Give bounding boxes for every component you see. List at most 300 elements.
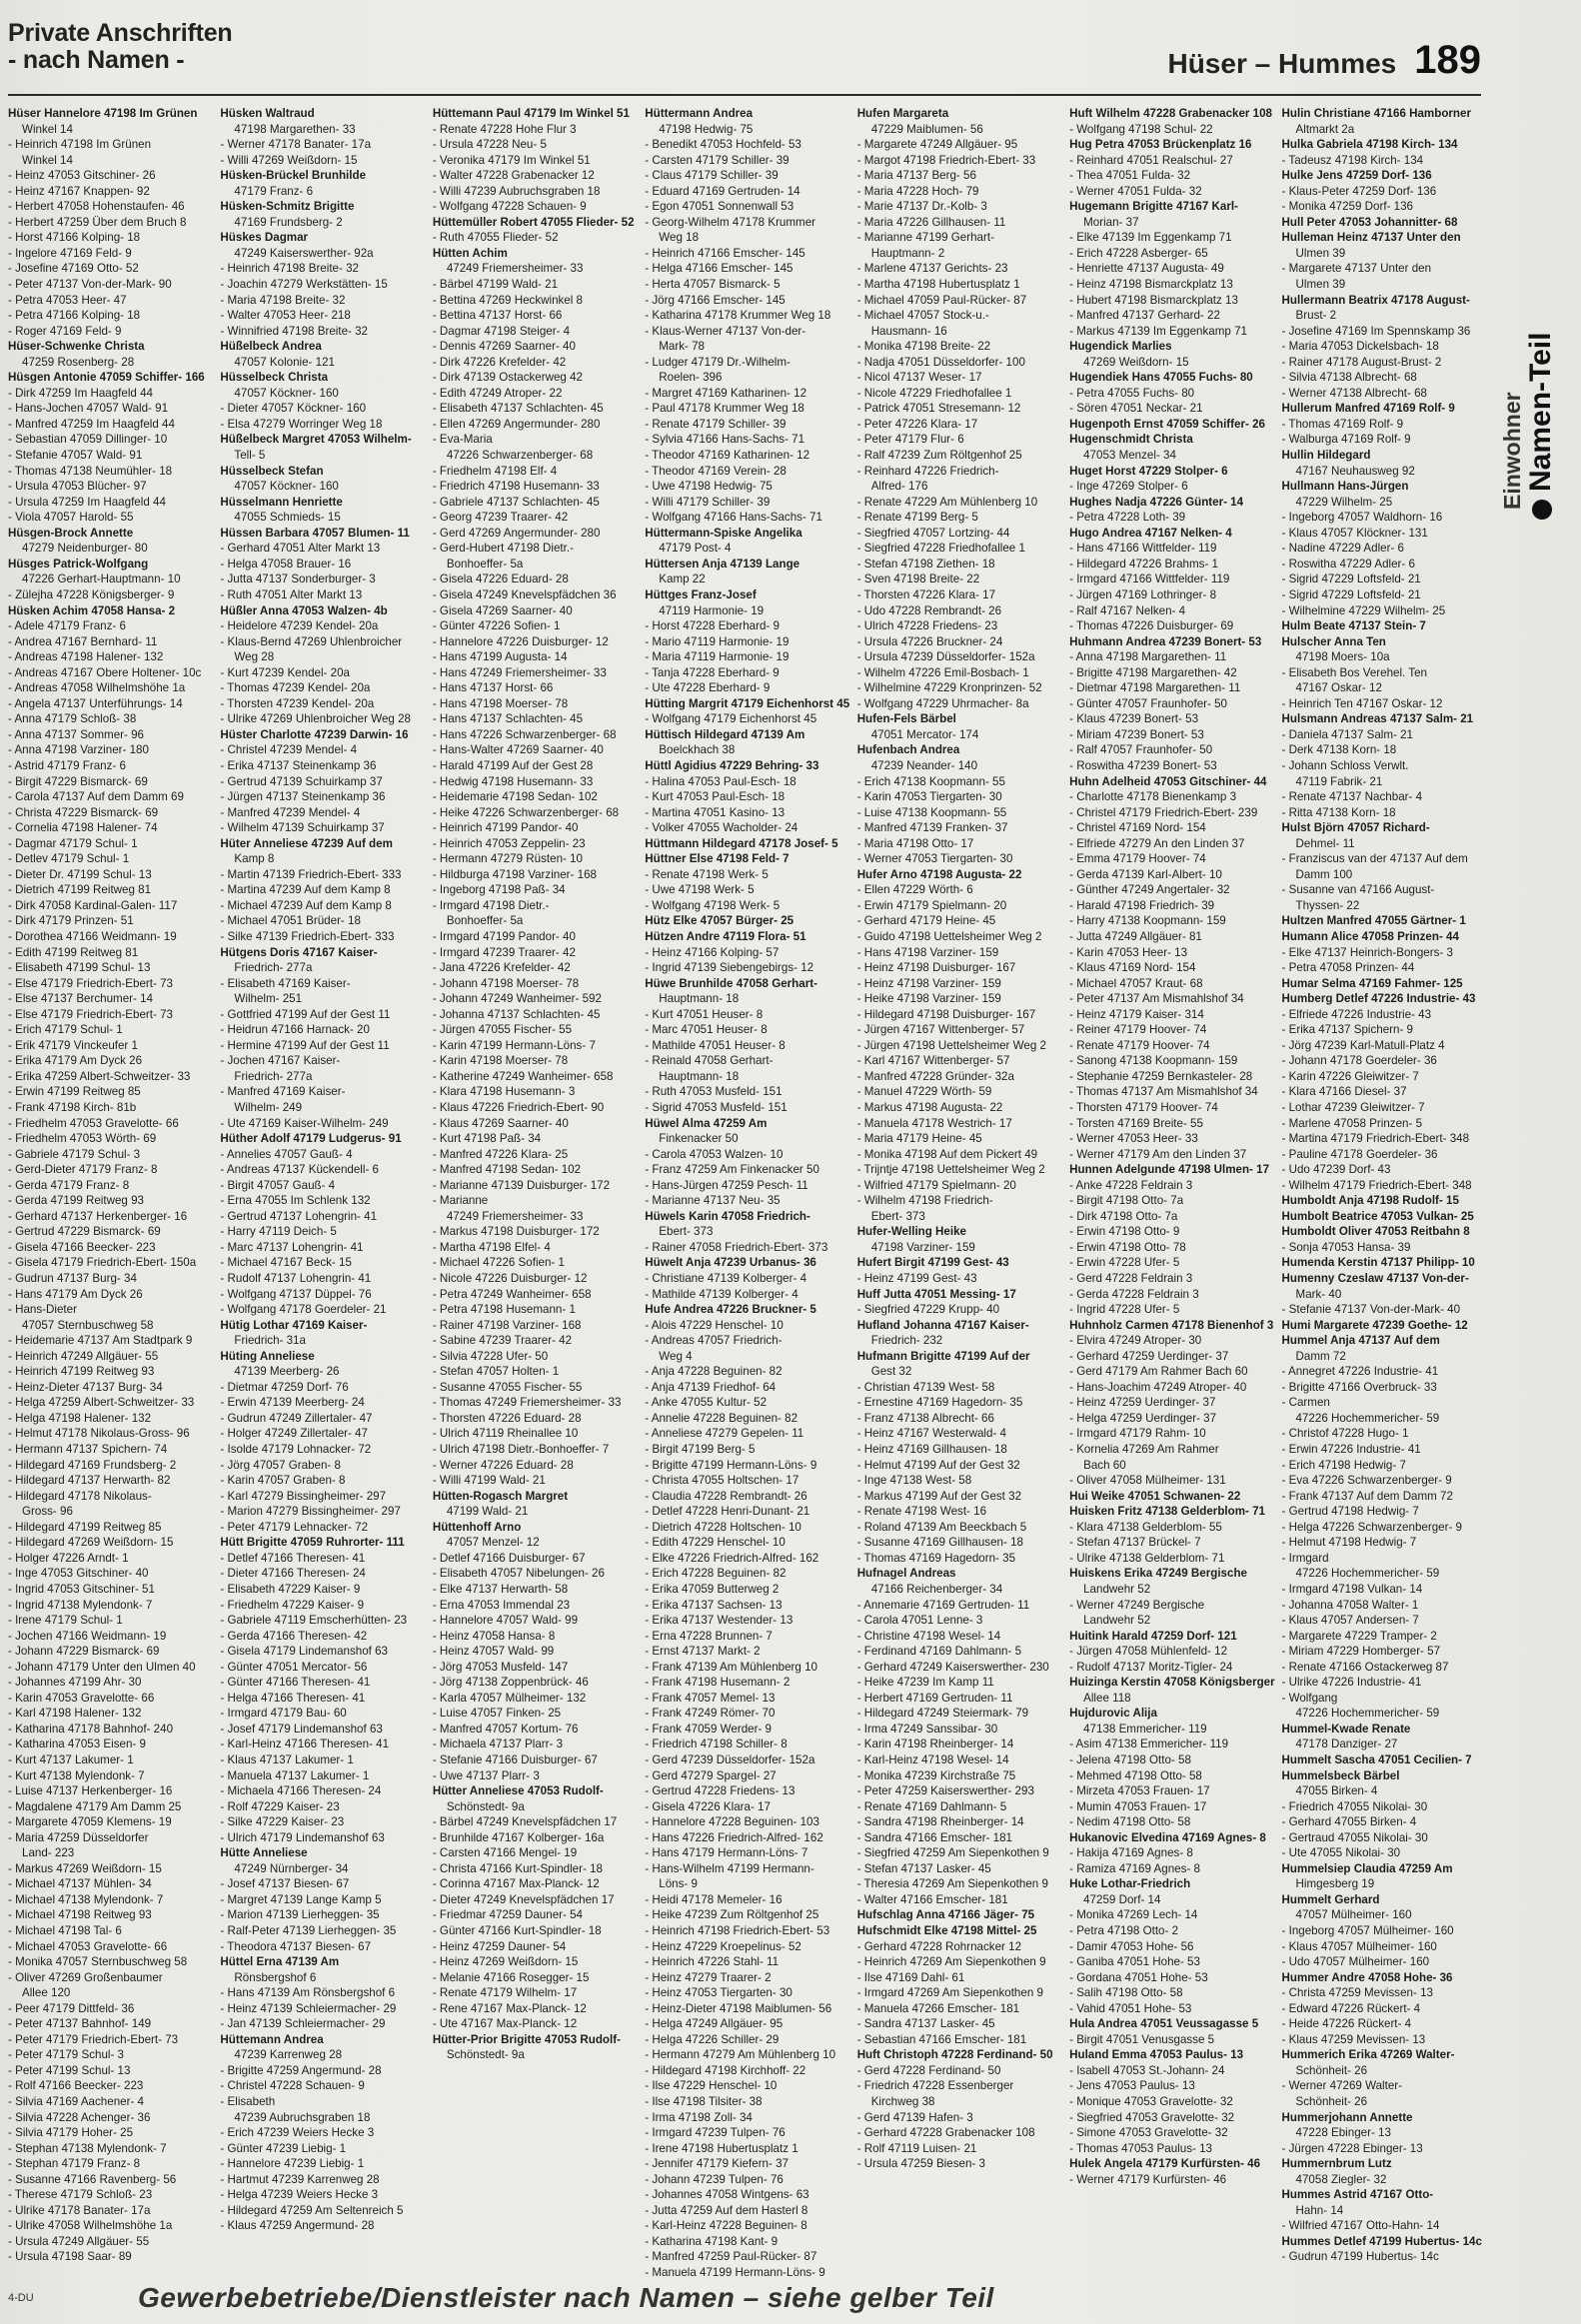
listing-entry-continuation: Kirchweg 38	[870, 2095, 935, 2108]
listing-entry: - Tanja 47228 Eberhard- 9	[645, 665, 780, 679]
listing-entry: - Viola 47057 Harold- 55	[8, 511, 134, 525]
surname-heading: Hullerum Manfred 47169 Rolf- 9	[1281, 402, 1455, 416]
listing-entry: - Maria 47137 Berg- 56	[856, 169, 976, 183]
listing-entry: - Ralf 47239 Zum Röltgenhof 25	[856, 449, 1022, 463]
listing-entry: - Anneliese 47279 Gepelen- 11	[645, 1427, 804, 1441]
listing-entry: - Helmut 47198 Hedwig- 7	[1281, 1536, 1417, 1550]
listing-entry: - Heinz 47166 Kolping- 57	[645, 945, 780, 959]
listing-entry: - Andreas 47198 Halener- 132	[8, 650, 164, 664]
listing-entry: - Manfred 47139 Franken- 37	[856, 821, 1008, 835]
listing-entry: - Ingelore 47169 Feld- 9	[8, 246, 132, 260]
header-rule	[8, 94, 1481, 96]
listing-entry: - Isabell 47053 St.-Johann- 24	[1069, 2063, 1225, 2077]
listing-entry: - Friedhelm 47198 Elf- 4	[432, 464, 558, 478]
listing-entry: - Wolfgang 47198 Schul- 22	[1069, 122, 1213, 136]
listing-entry: - Margret 47169 Katharinen- 12	[645, 386, 807, 400]
listing-entry: - Maria 47226 Gillhausen- 11	[856, 215, 1006, 229]
listing-entry-continuation: Hauptmann- 2	[870, 246, 945, 260]
listing-entry: - Ilse 47198 Tilsiter- 38	[645, 2095, 763, 2108]
listing-entry: - Georg-Wilhelm 47178 Krummer	[645, 215, 816, 229]
listing-entry: - Sandra 47198 Rheinberger- 14	[856, 1815, 1024, 1829]
listing-entry: - Gerhard 47051 Alter Markt 13	[220, 542, 381, 556]
listing-entry: - Petra 47058 Prinzen- 44	[1281, 961, 1415, 975]
listing-entry: - Walburga 47169 Rolf- 9	[1281, 433, 1411, 447]
listing-entry: - Rolf 47229 Kaiser- 23	[220, 1799, 340, 1813]
surname-heading: Huff Jutta 47051 Messing- 17	[856, 1287, 1016, 1301]
listing-entry: - Hermine 47199 Auf der Gest 11	[220, 1038, 390, 1052]
listing-entry: - Ramiza 47169 Agnes- 8	[1069, 1861, 1200, 1875]
listing-entry-continuation: 47259 Dorf- 14	[1083, 1892, 1161, 1906]
listing-entry: - Josefine 47169 Im Spennskamp 36	[1281, 324, 1471, 338]
listing-entry: - Hans 47179 Hermann-Löns- 7	[645, 1846, 808, 1860]
listing-entry: - Gisela 47226 Klara- 17	[645, 1799, 771, 1813]
listing-entry: - Thorsten 47179 Hoover- 74	[1069, 1101, 1218, 1114]
listing-entry-continuation: Mark- 78	[659, 340, 706, 354]
listing-entry: - Gisela 47249 Knevelspfädchen 36	[432, 587, 617, 601]
listing-entry: - Ingeborg 47057 Mülheimer- 160	[1281, 1923, 1454, 1937]
listing-entry: - Margarete 47137 Unter den	[1281, 262, 1432, 276]
listing-entry: - Gerda 47139 Karl-Albert- 10	[1069, 867, 1222, 881]
listing-entry-continuation: Bonhoeffer- 5a	[446, 914, 524, 928]
listing-entry: - Gisela 47269 Saarner- 40	[432, 603, 573, 617]
surname-heading: Hullin Hildegard	[1281, 449, 1371, 463]
listing-entry: - Elisabeth 47057 Nibelungen- 26	[432, 1567, 605, 1581]
listing-entry: - Brigitte 47259 Angermund- 28	[220, 2063, 382, 2077]
listing-entry: - Ruth 47051 Alter Markt 13	[220, 587, 363, 601]
listing-entry: - Else 47179 Friedrich-Ebert- 73	[8, 1007, 173, 1021]
listing-entry: - Irene 47198 Hubertusplatz 1	[645, 2141, 798, 2155]
listing-entry: - Kurt 47239 Kendel- 20a	[220, 665, 350, 679]
listing-entry: - Monika 47259 Dorf- 136	[1281, 200, 1413, 214]
listing-entry: - Ingrid 47053 Gitschiner- 51	[8, 1582, 155, 1596]
listing-entry: - Sven 47198 Breite- 22	[856, 573, 980, 586]
listing-entry: - Stefan 47057 Holten- 1	[432, 1365, 560, 1379]
listing-entry: - Rene 47167 Max-Planck- 12	[432, 2001, 587, 2015]
listing-entry: - Lothar 47239 Gleiwitzer- 7	[1281, 1101, 1425, 1114]
listing-entry: - Hildegard 47199 Reitweg 85	[8, 1520, 162, 1534]
surname-heading: Hüser Hannelore 47198 Im Grünen	[8, 107, 198, 120]
listing-entry: - Winnifried 47198 Breite- 32	[220, 324, 368, 338]
listing-entry: - Petra 47198 Husemann- 1	[432, 1303, 576, 1317]
listing-entry-continuation: 47138 Emmericher- 119	[1083, 1722, 1207, 1736]
listing-entry: - Thomas 47053 Paulus- 13	[1069, 2141, 1212, 2155]
listing-entry: - Markus 47269 Weißdorn- 15	[8, 1861, 162, 1875]
listing-entry: - Gertrud 47229 Bismarck- 69	[8, 1225, 161, 1239]
surname-heading: Hullermann Beatrix 47178 August-	[1281, 293, 1470, 307]
listing-entry: - Renate 47137 Nachbar- 4	[1281, 790, 1423, 804]
listing-column	[857, 106, 1062, 2276]
listing-entry: - Hildegard 47169 Frundsberg- 2	[8, 1458, 177, 1472]
side-tab-bottom: Namen-Teil	[1524, 332, 1557, 492]
listing-entry: - Brigitte 47199 Hermann-Löns- 9	[645, 1458, 817, 1472]
listing-entry: - Jörg 47239 Karl-Matull-Platz 4	[1281, 1038, 1445, 1052]
listing-entry: - Irmgard	[1281, 1551, 1329, 1565]
listing-entry: - Gabriele 47137 Schlachten- 45	[432, 495, 600, 509]
listing-entry: - Herbert 47169 Gertruden- 11	[856, 1691, 1013, 1705]
listing-entry: - Karl-Heinz 47166 Theresen- 41	[220, 1738, 390, 1751]
listing-entry: - Heinz 47169 Gillhausen- 18	[856, 1443, 1007, 1457]
listing-entry: - Adele 47179 Franz- 6	[8, 619, 126, 633]
listing-entry: - Carola 47137 Auf dem Damm 69	[8, 790, 184, 804]
listing-entry: - Sonja 47053 Hansa- 39	[1281, 1240, 1411, 1254]
surname-heading: Hug Petra 47053 Brückenplatz 16	[1069, 138, 1252, 152]
listing-entry: - Michael 47053 Gravelotte- 66	[8, 1939, 168, 1953]
listing-entry: - Annegret 47226 Industrie- 41	[1281, 1365, 1439, 1379]
listing-entry: - Else 47179 Friedrich-Ebert- 73	[8, 976, 173, 990]
listing-entry-continuation: Löns- 9	[659, 1877, 698, 1891]
listing-entry: - Annelies 47057 Gauß- 4	[220, 1147, 353, 1161]
listing-entry: - Martina 47179 Friedrich-Ebert- 348	[1281, 1132, 1470, 1146]
listing-entry: - Ute 47228 Eberhard- 9	[645, 681, 771, 695]
surname-heading: Humar Selma 47169 Fahmer- 125	[1281, 976, 1463, 990]
listing-entry: - Thorsten 47226 Klara- 17	[856, 587, 996, 601]
listing-entry: - Birgit 47229 Bismarck- 69	[8, 774, 148, 788]
listing-entry-continuation: Morian- 37	[1083, 215, 1139, 229]
listing-entry: - Monika 47239 Kirchstraße 75	[856, 1768, 1016, 1782]
surname-heading: Hulst Björn 47057 Richard-	[1281, 821, 1430, 835]
listing-entry: - Silvia 47228 Ufer- 50	[432, 1349, 549, 1363]
listing-entry: - Ludger 47179 Dr.-Wilhelm-	[645, 355, 790, 369]
listing-entry: - Klaus 47057 Klöckner- 131	[1281, 526, 1428, 540]
listing-entry: - Ingeborg 47057 Waldhorn- 16	[1281, 511, 1443, 525]
listing-entry: - Michael 47198 Reitweg 93	[8, 1908, 152, 1922]
listing-entry-continuation: Friedrich- 277a	[234, 961, 313, 975]
listing-entry: - Heinrich 47198 Friedrich-Ebert- 53	[645, 1923, 830, 1937]
surname-heading: Hufert Birgit 47199 Gest- 43	[856, 1256, 1009, 1270]
listing-entry: - Peter 47179 Flur- 6	[856, 433, 964, 447]
listing-entry: - Anja 47228 Beguinen- 82	[645, 1365, 783, 1379]
listing-entry-continuation: Damm 100	[1295, 867, 1353, 881]
listing-entry-continuation: 47055 Birken- 4	[1295, 1784, 1378, 1798]
listing-entry: - Stefanie 47137 Von-der-Mark- 40	[1281, 1303, 1461, 1317]
listing-entry: - Detlef 47166 Duisburger- 67	[432, 1551, 586, 1565]
listing-entry: - Katherine 47249 Wanheimer- 658	[432, 1069, 614, 1083]
listing-entry: - Martha 47198 Hubertusplatz 1	[856, 278, 1020, 292]
listing-entry: - Gottfried 47199 Auf der Gest 11	[220, 1007, 391, 1021]
listing-column	[433, 106, 638, 2276]
listing-entry: - Marlene 47058 Prinzen- 5	[1281, 1116, 1423, 1130]
listing-entry: - Klaus 47259 Angermund- 28	[220, 2219, 375, 2233]
listing-entry: - Stefan 47137 Brückel- 7	[1069, 1536, 1201, 1550]
listing-entry: - Hildegard 47226 Brahms- 1	[1069, 557, 1218, 571]
listing-entry: - Helga 47058 Brauer- 16	[220, 557, 352, 571]
listing-entry: - Gerhard 47249 Kaiserswerther- 230	[856, 1660, 1049, 1674]
listing-entry: - Hans-Wilhelm 47199 Hermann-	[645, 1861, 814, 1875]
listing-entry: - Elisabeth 47199 Schul- 13	[8, 961, 151, 975]
listing-entry: - Elvira 47249 Atroper- 30	[1069, 1334, 1202, 1348]
listing-entry-continuation: Hahn- 14	[1295, 2203, 1344, 2217]
listing-entry: - Christof 47228 Hugo- 1	[1281, 1427, 1409, 1441]
listing-entry: - Heinrich 47053 Zeppelin- 23	[432, 836, 586, 850]
listing-entry: - Jörg 47166 Emscher- 145	[645, 293, 786, 307]
listing-entry-continuation: Winkel 14	[22, 153, 73, 167]
listing-entry: - Magdalene 47179 Am Damm 25	[8, 1799, 182, 1813]
listing-entry: - Renate 47199 Berg- 5	[856, 511, 978, 525]
listing-entry: - Manuela 47137 Lakumer- 1	[220, 1768, 370, 1782]
surname-heading: Hützen Andre 47119 Flora- 51	[645, 929, 806, 943]
listing-entry-continuation: Boelckhach 38	[659, 743, 736, 757]
listing-entry: - Christine 47198 Wesel- 14	[856, 1629, 1001, 1643]
listing-entry: - Michael 47167 Beck- 15	[220, 1256, 352, 1270]
listing-entry: - Harry 47138 Koopmann- 159	[1069, 914, 1226, 928]
surname-heading: Hüther Adolf 47179 Ludgerus- 91	[220, 1132, 402, 1146]
listing-entry: - Klaus 47259 Mevissen- 13	[1281, 2032, 1426, 2046]
listing-entry-continuation: Thyssen- 22	[1295, 898, 1360, 912]
listing-entry-continuation: 47226 Hochemmericher- 59	[1295, 1707, 1440, 1721]
listing-entry: - Zülejha 47228 Königsberger- 9	[8, 587, 175, 601]
surname-heading: Hüttenhoff Arno	[432, 1520, 522, 1534]
listing-entry: - Gerd 47179 Am Rahmer Bach 60	[1069, 1365, 1248, 1379]
surname-heading: Hufer Arno 47198 Augusta- 22	[856, 867, 1022, 881]
listing-entry: - Klaus-Peter 47259 Dorf- 136	[1281, 184, 1437, 198]
listing-entry: - Marianne	[432, 1194, 489, 1208]
listing-entry: - Gerd 47228 Ferdinand- 50	[856, 2063, 1001, 2077]
side-tab	[1499, 255, 1559, 520]
listing-entry: - Rudolf 47137 Lohengrin- 41	[220, 1272, 372, 1286]
surname-heading: Huft Christoph 47228 Ferdinand- 50	[856, 2048, 1053, 2062]
listing-entry: - Hans 47137 Horst- 66	[432, 681, 554, 695]
listing-entry: - Andreas 47058 Wilhelmshöhe 1a	[8, 681, 186, 695]
listing-entry-continuation: Altmarkt 2a	[1295, 122, 1355, 136]
listing-entry: - Sigrid 47229 Loftsfeld- 21	[1281, 587, 1421, 601]
listing-entry-continuation: Bonhoeffer- 5a	[446, 557, 524, 571]
listing-entry: - Josef 47179 Lindemanshof 63	[220, 1722, 383, 1736]
listing-entry: - Elke 47137 Heinrich-Bongers- 3	[1281, 945, 1453, 959]
listing-entry: - Christian 47139 West- 58	[856, 1380, 995, 1394]
surname-heading: Hütter Anneliese 47053 Rudolf-	[432, 1784, 604, 1798]
listing-entry: - Sigrid 47053 Musfeld- 151	[645, 1101, 788, 1114]
listing-entry: - Margarete 47249 Allgäuer- 95	[856, 138, 1018, 152]
listing-entry: - Therese 47179 Schloß- 23	[8, 2188, 153, 2202]
listing-entry: - Torsten 47169 Breite- 55	[1069, 1116, 1203, 1130]
surname-heading: Hüsgen-Brock Annette	[8, 526, 134, 540]
listing-entry-continuation: 47057 Sternbuschweg 58	[22, 1318, 154, 1332]
listing-entry: - Helga 47249 Allgäuer- 95	[645, 2017, 784, 2031]
listing-entry: - Kurt 47138 Mylendonk- 7	[8, 1768, 145, 1782]
listing-entry: - Paul 47178 Krummer Weg 18	[645, 402, 804, 416]
surname-heading: Hulin Christiane 47166 Hamborner	[1281, 107, 1471, 120]
listing-entry: - Petra 47055 Fuchs- 80	[1069, 386, 1195, 400]
listing-entry-continuation: Weg 18	[659, 231, 700, 245]
surname-heading: Hulscher Anna Ten	[1281, 634, 1386, 648]
listing-entry: - Marion 47139 Lierheggen- 35	[220, 1908, 380, 1922]
listing-entry: - Klaus-Bernd 47269 Uhlenbroicher	[220, 634, 403, 648]
surname-heading: Humboldt Oliver 47053 Reitbahn 8	[1281, 1225, 1470, 1239]
listing-entry: - Astrid 47179 Franz- 6	[8, 758, 126, 772]
surname-heading: Hüssen Barbara 47057 Blumen- 11	[220, 526, 410, 540]
listing-entry-continuation: 47058 Ziegler- 32	[1295, 2172, 1387, 2186]
listing-entry: - Ferdinand 47169 Dahlmann- 5	[856, 1645, 1022, 1659]
listing-entry: - Manfred 47228 Gründer- 32a	[856, 1069, 1014, 1083]
listing-entry: - Jürgen 47055 Fischer- 55	[432, 1023, 573, 1037]
listing-entry: - Elfriede 47226 Industrie- 43	[1281, 1007, 1432, 1021]
listing-entry: - Heike 47198 Varziner- 159	[856, 992, 1001, 1006]
listing-entry-continuation: Landwehr 52	[1083, 1614, 1151, 1628]
listing-entry: - Ulrike 47058 Wilhelmshöhe 1a	[8, 2219, 173, 2233]
listing-entry: - Uwe 47198 Hedwig- 75	[645, 480, 773, 494]
section-title	[8, 20, 233, 74]
listing-entry: - Frank 47059 Werder- 9	[645, 1722, 772, 1736]
listing-entry: - Michael 47138 Mylendonk- 7	[8, 1892, 164, 1906]
listing-entry: - Dietrich 47199 Reitweg 81	[8, 883, 152, 897]
listing-entry: - Gerda 47228 Feldrain 3	[1069, 1287, 1199, 1301]
listing-entry: - Werner 47138 Albrecht- 68	[1281, 386, 1427, 400]
listing-entry: - Ursula 47198 Saar- 89	[8, 2250, 132, 2264]
listing-entry: - Silvia 47179 Hoher- 25	[8, 2126, 134, 2140]
listing-entry-continuation: 47239 Neander- 140	[870, 758, 978, 772]
listing-entry: - Ute 47169 Kaiser-Wilhelm- 249	[220, 1116, 389, 1130]
listing-entry: - Willi 47179 Schiller- 39	[645, 495, 771, 509]
surname-heading: Hummelt Sascha 47051 Cecilien- 7	[1281, 1752, 1472, 1766]
listing-entry: - Rudolf 47137 Moritz-Tigler- 24	[1069, 1660, 1233, 1674]
listing-entry: - Birgit 47198 Otto- 7a	[1069, 1194, 1184, 1208]
listing-entry: - Dietmar 47198 Margarethen- 11	[1069, 681, 1241, 695]
listing-entry-continuation: Gest 32	[870, 1365, 912, 1379]
listing-entry-continuation: Tell- 5	[234, 449, 266, 463]
listing-entry: - Ursula 47259 Biesen- 3	[856, 2157, 985, 2171]
listing-entry: - Hannelore 47226 Duisburger- 12	[432, 634, 609, 648]
surname-heading: Hütte Anneliese	[220, 1846, 308, 1860]
listing-entry: - Gerhard 47137 Herkenberger- 16	[8, 1209, 188, 1223]
listing-entry: - Bärbel 47199 Wald- 21	[432, 278, 559, 292]
page-number: 189	[1414, 38, 1481, 82]
listing-entry: - Manfred 47226 Klara- 25	[432, 1147, 569, 1161]
listing-entry: - Mathilde 47051 Heuser- 8	[645, 1038, 786, 1052]
listing-entry: - Ulrich 47179 Lindemanshof 63	[220, 1830, 385, 1844]
listing-entry: - Wolfgang	[1281, 1691, 1338, 1705]
listing-entry-continuation: Friedrich- 31a	[234, 1334, 306, 1348]
listing-entry: - Guido 47198 Uettelsheimer Weg 2	[856, 929, 1042, 943]
listing-entry: - Ursula 47228 Neu- 5	[432, 138, 547, 152]
surname-heading: Huhn Adelheid 47053 Gitschiner- 44	[1069, 774, 1267, 788]
listing-entry: - Sören 47051 Neckar- 21	[1069, 402, 1203, 416]
listing-entry: - Erika 47137 Westender- 13	[645, 1614, 793, 1628]
listing-entry-continuation: 47198 Hedwig- 75	[659, 122, 754, 136]
listing-entry: - Monika 47198 Auf dem Pickert 49	[856, 1147, 1038, 1161]
listing-entry: - Dennis 47269 Saarner- 40	[432, 340, 576, 354]
listing-entry: - Maria 47053 Dickelsbach- 18	[1281, 340, 1439, 354]
listing-entry: - Eduard 47169 Gertruden- 14	[645, 184, 800, 198]
listing-entry: - Gisela 47179 Lindemanshof 63	[220, 1645, 388, 1659]
listing-entry: - Marianne 47139 Duisburger- 172	[432, 1178, 611, 1192]
listing-entry: - Udo 47228 Rembrandt- 26	[856, 603, 1002, 617]
listing-entry: - Günter 47057 Fraunhofer- 50	[1069, 696, 1228, 710]
listing-entry: - Katharina 47178 Bahnhof- 240	[8, 1722, 174, 1736]
surname-heading: Hufschlag Anna 47166 Jäger- 75	[856, 1908, 1035, 1922]
listing-entry: - Friedrich 47198 Husemann- 33	[432, 480, 600, 494]
listing-column	[8, 106, 213, 2276]
listing-entry: - Detlef 47228 Henri-Dunant- 21	[645, 1505, 810, 1519]
listing-entry: - Patrick 47051 Stresemann- 12	[856, 402, 1021, 416]
listing-entry: - Peter 47179 Lehnacker- 72	[220, 1520, 369, 1534]
listing-entry: - Erwin 47226 Industrie- 41	[1281, 1443, 1421, 1457]
listing-entry: - Edward 47226 Rückert- 4	[1281, 2001, 1421, 2015]
surname-heading: Hulka Gabriela 47198 Kirch- 134	[1281, 138, 1458, 152]
surname-heading: Huizinga Kerstin 47058 Königsberger	[1069, 1676, 1275, 1690]
listing-entry: - Heinrich 47166 Emscher- 145	[645, 246, 805, 260]
listing-entry: - Inge 47053 Gitschiner- 40	[8, 1567, 149, 1581]
listing-entry: - Cornelia 47198 Halener- 74	[8, 821, 158, 835]
listing-entry: - Gisela 47226 Eduard- 28	[432, 573, 569, 586]
listing-entry: - Marianne 47199 Gerhart-	[856, 231, 994, 245]
listing-entry: - Marc 47051 Heuser- 8	[645, 1023, 768, 1037]
listing-entry: - Annemarie 47169 Gertruden- 11	[856, 1598, 1030, 1612]
listing-entry: - Vahid 47051 Hohe- 53	[1069, 2001, 1192, 2015]
listing-entry: - Ritta 47138 Korn- 18	[1281, 805, 1396, 819]
footer-note: Gewerbebetriebe/Dienstleister nach Namen – siehe gelber Teil	[138, 2282, 994, 2313]
listing-entry: - Erich 47198 Hedwig- 7	[1281, 1458, 1406, 1472]
listing-entry: - Birgit 47051 Venusgasse 5	[1069, 2032, 1215, 2046]
listing-entry: - Ingrid 47138 Mylendonk- 7	[8, 1598, 153, 1612]
listing-entry: - Jürgen 47228 Ebinger- 13	[1281, 2141, 1423, 2155]
listing-entry: - Heidemarie 47198 Sedan- 102	[432, 790, 598, 804]
listing-entry: - Peter 47137 Bahnhof- 149	[8, 2017, 152, 2031]
listing-entry: - Wolfgang 47198 Werk- 5	[645, 898, 781, 912]
listing-entry-continuation: 47057 Köckner- 160	[234, 480, 339, 494]
listing-entry-continuation: Hausmann- 16	[870, 324, 947, 338]
surname-heading: Hüwelt Anja 47239 Urbanus- 36	[645, 1256, 816, 1270]
listing-entry: - Renate 47179 Schiller- 39	[645, 417, 787, 431]
listing-entry: - Heinz 47259 Dauner- 54	[432, 1939, 567, 1953]
listing-entry: - Michael 47059 Paul-Rücker- 87	[856, 293, 1027, 307]
listing-entry-continuation: 47226 Gerhart-Hauptmann- 10	[22, 573, 181, 586]
listing-entry: - Dorothea 47166 Weidmann- 19	[8, 929, 177, 943]
listing-entry-continuation: 47053 Menzel- 34	[1083, 449, 1176, 463]
listing-entry: - Manuela 47266 Emscher- 181	[856, 2001, 1020, 2015]
listing-entry: - Heinrich 47198 Im Grünen	[8, 138, 152, 152]
listing-entry-continuation: Wilhelm- 251	[234, 992, 303, 1006]
surname-heading: Hufen-Fels Bärbel	[856, 712, 956, 726]
listing-entry: - Peter 47259 Kaiserswerther- 293	[856, 1784, 1034, 1798]
listing-entry: - Heidrun 47166 Harnack- 20	[220, 1023, 370, 1037]
listing-entry: - Friedmar 47259 Dauner- 54	[432, 1908, 583, 1922]
listing-entry: - Friedhelm 47229 Kaiser- 9	[220, 1598, 365, 1612]
listing-entry: - Walter 47166 Emscher- 181	[856, 1892, 1008, 1906]
listing-entry: - Hildegard 47198 Duisburger- 167	[856, 1007, 1036, 1021]
listing-entry: - Ulrike 47226 Industrie- 41	[1281, 1676, 1422, 1690]
listing-entry: - Helga 47226 Schiller- 29	[645, 2032, 780, 2046]
surname-heading: Hultzen Manfred 47055 Gärtner- 1	[1281, 914, 1466, 928]
listing-entry-continuation: 47198 Moers- 10a	[1295, 650, 1390, 664]
listing-entry: - Heidi 47178 Memeler- 16	[645, 1892, 783, 1906]
listing-entry: - Gerd 47239 Düsseldorfer- 152a	[645, 1752, 815, 1766]
listing-entry: - Klaus 47269 Saarner- 40	[432, 1116, 569, 1130]
listing-entry: - Markus 47198 Augusta- 22	[856, 1101, 1003, 1114]
listing-entry: - Stephanie 47259 Bernkasteler- 28	[1069, 1069, 1253, 1083]
listing-entry: - Renate 47198 Werk- 5	[645, 867, 769, 881]
listing-entry: - Michael 47051 Brüder- 18	[220, 914, 361, 928]
listing-entry: - Dagmar 47179 Schul- 1	[8, 836, 138, 850]
listing-entry: - Thomas 47169 Rolf- 9	[1281, 417, 1404, 431]
listing-entry-continuation: 47057 Mülheimer- 160	[1295, 1908, 1412, 1922]
listing-entry: - Heinz-Dieter 47137 Burg- 34	[8, 1380, 163, 1394]
listing-entry: - Helmut 47199 Auf der Gest 32	[856, 1458, 1020, 1472]
listing-entry: - Karl-Heinz 47198 Wesel- 14	[856, 1752, 1009, 1766]
listing-entry: - Irmgard 47239 Tulpen- 76	[645, 2126, 786, 2140]
listing-entry: - Birgit 47057 Gauß- 4	[220, 1178, 336, 1192]
listing-entry: - Sabine 47239 Traarer- 42	[432, 1334, 573, 1348]
listing-entry: - Ernst 47137 Markt- 2	[645, 1645, 761, 1659]
listing-entry: - Erika 47137 Spichern- 9	[1281, 1023, 1413, 1037]
surname-heading: Hugendick Marlies	[1069, 340, 1172, 354]
listing-entry-continuation: Ulmen 39	[1295, 246, 1346, 260]
listing-entry: - Hannelore 47228 Beguinen- 103	[645, 1815, 819, 1829]
listing-entry: - Hermann 47279 Am Mühlenberg 10	[645, 2048, 836, 2062]
listing-entry-continuation: 47249 Friemersheimer- 33	[446, 262, 584, 276]
listing-entry: - Werner 47249 Bergische	[1069, 1598, 1205, 1612]
listing-entry: - Hans-Jochen 47057 Wald- 91	[8, 402, 169, 416]
surname-heading: Hüßelbeck Margret 47053 Wilhelm-	[220, 433, 412, 447]
